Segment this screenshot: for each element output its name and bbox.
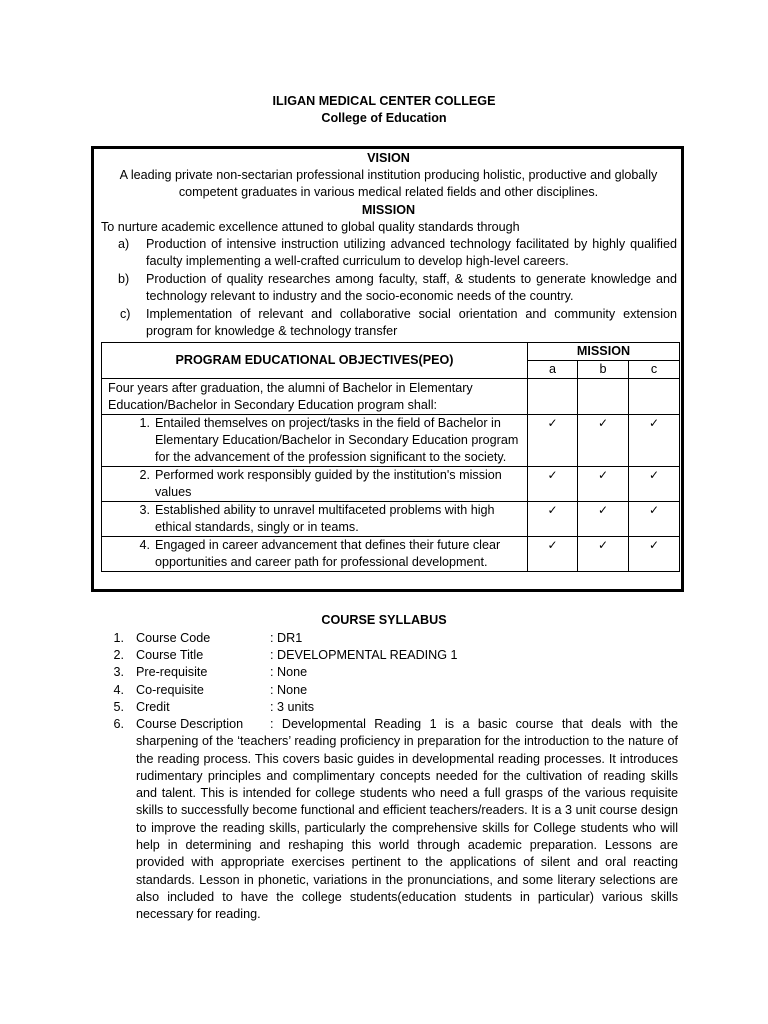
- check-icon: ✓: [629, 537, 680, 572]
- mission-item-a: Production of intensive instruction utilizing advanced technology facilitated by highly qualified faculty implementing a well-crafted curriculum to develop high-level careers.: [146, 237, 677, 268]
- peo-row-number: 2.: [139, 468, 150, 482]
- peo-header: PROGRAM EDUCATIONAL OBJECTIVES(PEO): [102, 343, 528, 379]
- syllabus-item-number: 4.: [113, 683, 124, 697]
- peo-row-text: Engaged in career advancement that defines their future clear opportunities and career path for professional development.: [155, 538, 501, 569]
- syllabus-item-value: : DR1: [270, 631, 303, 645]
- check-icon: ✓: [578, 537, 629, 572]
- syllabus-item-label: Credit: [136, 700, 170, 714]
- syllabus-item-value: : None: [270, 665, 308, 679]
- syllabus-item-label: Course Code: [136, 631, 211, 645]
- syllabus-item-label: Pre-requisite: [136, 665, 208, 679]
- mission-column-b: b: [578, 361, 629, 379]
- syllabus-item-value: : None: [270, 683, 308, 697]
- check-icon: ✓: [629, 502, 680, 537]
- check-icon: ✓: [629, 415, 680, 467]
- peo-row: [102, 415, 528, 467]
- peo-row-number: 1.: [139, 416, 150, 430]
- vision-text-line2: competent graduates in various medical related fields and other disciplines.: [178, 185, 599, 199]
- mission-item-a-marker: a): [118, 237, 130, 251]
- course-description: [136, 716, 678, 924]
- check-icon: ✓: [528, 537, 578, 572]
- mission-intro: To nurture academic excellence attuned to global quality standards through: [101, 220, 520, 234]
- peo-row-text: Entailed themselves on project/tasks in the field of Bachelor in Elementary Education/Bachelor in Secondary Education program for the advancement of the profession significant to the society.: [155, 416, 519, 464]
- mission-column-a: a: [528, 361, 578, 379]
- check-icon: ✓: [578, 467, 629, 502]
- peo-row: [102, 537, 528, 572]
- peo-row: [102, 502, 528, 537]
- peo-table: [101, 342, 680, 572]
- mission-item-c: Implementation of relevant and collaborative social orientation and community extension program for knowledge & technology transfer: [146, 307, 677, 338]
- course-description-label: Course Description: [136, 717, 244, 731]
- vision-heading: VISION: [367, 151, 410, 165]
- mission-column-c: c: [629, 361, 680, 379]
- syllabus-item-label: Co-requisite: [136, 683, 204, 697]
- peo-row-text: Performed work responsibly guided by the institution's mission values: [155, 468, 502, 499]
- institution-name: ILIGAN MEDICAL CENTER COLLEGE: [272, 94, 496, 108]
- syllabus-item-number: 6.: [113, 717, 124, 731]
- syllabus-item-label: Course Title: [136, 648, 204, 662]
- mission-column-header: MISSION: [528, 343, 680, 361]
- check-icon: ✓: [528, 415, 578, 467]
- syllabus-item-number: 5.: [113, 700, 124, 714]
- check-icon: ✓: [528, 502, 578, 537]
- check-icon: ✓: [629, 467, 680, 502]
- syllabus-item-number: 2.: [113, 648, 124, 662]
- mission-item-b: Production of quality researches among faculty, staff, & students to generate knowledge and technology relevant to industry and the socio-economic needs of the country.: [146, 272, 677, 303]
- mission-item-b-marker: b): [118, 272, 130, 286]
- peo-row-number: 3.: [139, 503, 150, 517]
- syllabus-item-number: 3.: [113, 665, 124, 679]
- mission-item-c-marker: c): [120, 307, 131, 321]
- peo-intro: Four years after graduation, the alumni of Bachelor in Elementary Education/Bachelor in Secondary Education program shall:: [102, 379, 528, 415]
- peo-row-number: 4.: [139, 538, 150, 552]
- vision-text-line1: A leading private non-sectarian professional institution producing holistic, productive and globally: [119, 168, 658, 182]
- peo-row: [102, 467, 528, 502]
- syllabus-item-value: : DEVELOPMENTAL READING 1: [270, 648, 458, 662]
- syllabus-item-number: 1.: [113, 631, 124, 645]
- check-icon: ✓: [528, 467, 578, 502]
- check-icon: ✓: [578, 502, 629, 537]
- mission-heading: MISSION: [361, 203, 416, 217]
- syllabus-item-value: : 3 units: [270, 700, 315, 714]
- syllabus-title: COURSE SYLLABUS: [321, 613, 447, 627]
- college-name: College of Education: [321, 111, 447, 125]
- course-description-text: : Developmental Reading 1 is a basic course that deals with the sharpening of the ‘teachers’ reading proficiency in preparation for the introduction to the nature of the reading process. This covers basic guides in developmental reading processes. It introduces rudimentary principles and complimentary concepts needed for the cultivation of reading skills and talent. This is intended for college students who need a full grasps of the various requisite skills to successfully become functional and efficient teachers/readers. It is a 3 unit course design to improve the reading skills, particularly the comprehensive skills for College students who will help in determining and reshaping this world through academic preparation. Lessons are provided with appropriate exercises pertinent to the applications of silent and oral reacting standards. Lesson in phonetic, variations in the pronunciations, and some literary selections are also included to have the college students(education students in particular) various skills necessary for reading.: [136, 717, 678, 922]
- check-icon: ✓: [578, 415, 629, 467]
- peo-row-text: Established ability to unravel multifaceted problems with high ethical standards, singly or in teams.: [155, 503, 495, 534]
